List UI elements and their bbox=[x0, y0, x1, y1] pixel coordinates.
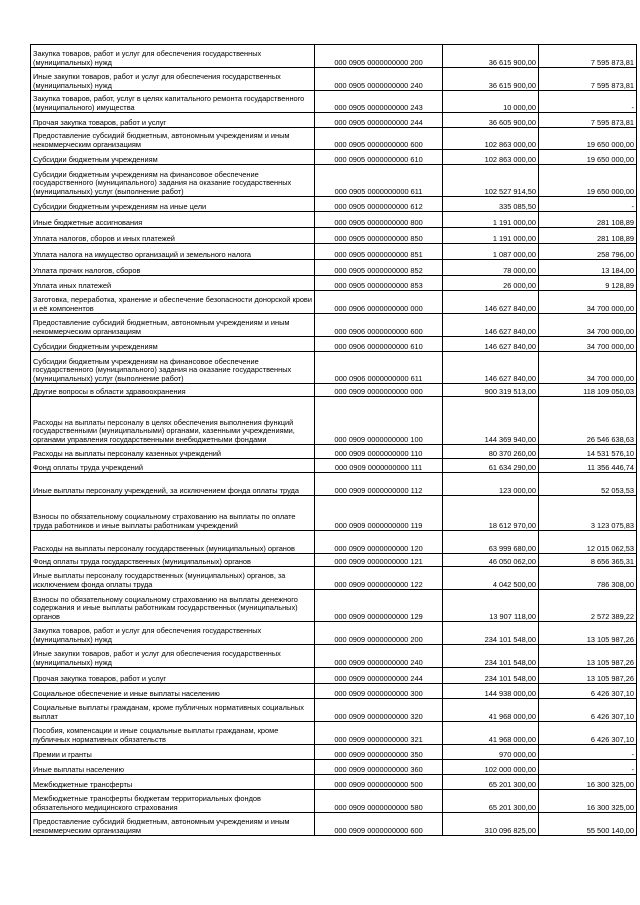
row-plan-cell: 146 627 840,00 bbox=[443, 352, 539, 384]
row-plan-cell: 335 085,50 bbox=[443, 197, 539, 212]
row-plan-cell: 4 042 500,00 bbox=[443, 567, 539, 590]
table-row bbox=[31, 276, 637, 291]
row-name-text: Уплата налогов, сборов и иных платежей bbox=[33, 233, 175, 243]
row-name-text: Премии и гранты bbox=[33, 749, 92, 759]
row-plan-cell: 65 201 300,00 bbox=[443, 775, 539, 790]
row-code-cell: 000 0906 0000000000 000 bbox=[315, 291, 443, 314]
row-name-text: Закупка товаров, работ и услуг для обеспечения государственных (муниципальных) нужд bbox=[33, 49, 262, 67]
table-row bbox=[31, 813, 637, 836]
row-plan-cell: 13 907 118,00 bbox=[443, 590, 539, 622]
row-code-cell: 000 0905 0000000000 612 bbox=[315, 197, 443, 212]
row-plan-cell: 61 634 290,00 bbox=[443, 459, 539, 473]
row-name-cell bbox=[31, 397, 315, 445]
row-code-cell: 000 0906 0000000000 600 bbox=[315, 314, 443, 337]
row-name-text: Предоставление субсидий бюджетным, автономным учреждениям и иным некоммерческим организациям bbox=[33, 817, 290, 835]
table-row bbox=[31, 68, 637, 91]
table-row bbox=[31, 352, 637, 384]
row-plan-cell: 234 101 548,00 bbox=[443, 622, 539, 645]
row-name-cell bbox=[31, 790, 315, 813]
table-row bbox=[31, 260, 637, 276]
row-plan-cell: 41 968 000,00 bbox=[443, 722, 539, 745]
row-fact-cell: 26 546 638,63 bbox=[539, 397, 637, 445]
table-row bbox=[31, 228, 637, 244]
table-row bbox=[31, 197, 637, 212]
row-name-cell bbox=[31, 760, 315, 775]
row-fact-cell: 11 356 446,74 bbox=[539, 459, 637, 473]
table-row bbox=[31, 590, 637, 622]
row-code-cell: 000 0905 0000000000 853 bbox=[315, 276, 443, 291]
row-plan-cell: 1 191 000,00 bbox=[443, 212, 539, 228]
row-code-cell: 000 0909 0000000000 360 bbox=[315, 760, 443, 775]
row-fact-cell: 7 595 873,81 bbox=[539, 113, 637, 128]
table-row bbox=[31, 150, 637, 165]
row-name-text: Иные закупки товаров, работ и услуг для обеспечения государственных (муниципальных) нужд bbox=[33, 649, 281, 667]
row-name-cell bbox=[31, 745, 315, 760]
row-fact-cell: - bbox=[539, 197, 637, 212]
row-name-cell bbox=[31, 684, 315, 699]
row-fact-cell: 34 700 000,00 bbox=[539, 291, 637, 314]
row-plan-cell: 146 627 840,00 bbox=[443, 291, 539, 314]
table-row bbox=[31, 397, 637, 445]
row-code-cell: 000 0909 0000000000 122 bbox=[315, 567, 443, 590]
table-row bbox=[31, 459, 637, 473]
row-name-text: Закупка товаров, работ, услуг в целях капитального ремонта государственного (муниципального) имущества bbox=[33, 94, 305, 112]
row-plan-cell: 46 050 062,00 bbox=[443, 554, 539, 567]
row-name-cell bbox=[31, 473, 315, 496]
row-name-text: Субсидии бюджетным учреждениям на финансовое обеспечение государственного (муниципального) задания на оказание государственных (муниципальных) услуг (выполнение работ) bbox=[33, 169, 292, 196]
row-plan-cell: 144 369 940,00 bbox=[443, 397, 539, 445]
row-name-cell bbox=[31, 91, 315, 113]
row-code-cell: 000 0909 0000000000 320 bbox=[315, 699, 443, 722]
row-name-cell bbox=[31, 352, 315, 384]
budget-table-body bbox=[31, 45, 637, 836]
table-row bbox=[31, 684, 637, 699]
row-plan-cell: 36 615 900,00 bbox=[443, 45, 539, 68]
row-fact-cell: 6 426 307,10 bbox=[539, 722, 637, 745]
row-fact-cell: 118 109 050,03 bbox=[539, 384, 637, 397]
row-name-text: Социальное обеспечение и иные выплаты населению bbox=[33, 688, 220, 698]
row-code-cell: 000 0905 0000000000 851 bbox=[315, 244, 443, 260]
table-row bbox=[31, 622, 637, 645]
row-name-cell bbox=[31, 445, 315, 459]
table-row bbox=[31, 244, 637, 260]
row-plan-cell: 41 968 000,00 bbox=[443, 699, 539, 722]
row-code-cell: 000 0905 0000000000 243 bbox=[315, 91, 443, 113]
row-code-cell: 000 0909 0000000000 240 bbox=[315, 645, 443, 668]
row-fact-cell: 19 650 000,00 bbox=[539, 150, 637, 165]
row-plan-cell: 102 527 914,50 bbox=[443, 165, 539, 197]
row-name-text: Межбюджетные трансферты бюджетам территориальных фондов обязательного медицинского страхования bbox=[33, 794, 261, 812]
row-fact-cell: - bbox=[539, 760, 637, 775]
row-name-cell bbox=[31, 197, 315, 212]
row-code-cell: 000 0909 0000000000 500 bbox=[315, 775, 443, 790]
row-name-text: Иные закупки товаров, работ и услуг для обеспечения государственных (муниципальных) нужд bbox=[33, 72, 281, 90]
row-plan-cell: 234 101 548,00 bbox=[443, 668, 539, 684]
row-name-text: Иные выплаты персоналу учреждений, за исключением фонда оплаты труда bbox=[33, 485, 299, 495]
row-plan-cell: 10 000,00 bbox=[443, 91, 539, 113]
table-row bbox=[31, 291, 637, 314]
row-code-cell: 000 0909 0000000000 321 bbox=[315, 722, 443, 745]
row-code-cell: 000 0906 0000000000 610 bbox=[315, 337, 443, 352]
row-name-text: Взносы по обязательному социальному страхованию на выплаты денежного содержания и иные выплаты работникам государственных (муниципальных) органов bbox=[33, 594, 298, 621]
row-plan-cell: 310 096 825,00 bbox=[443, 813, 539, 836]
row-name-text: Расходы на выплаты персоналу государственных (муниципальных) органов bbox=[33, 543, 295, 553]
row-plan-cell: 144 938 000,00 bbox=[443, 684, 539, 699]
row-fact-cell: 55 500 140,00 bbox=[539, 813, 637, 836]
row-name-text: Иные выплаты персоналу государственных (муниципальных) органов, за исключением фонда оплаты труда bbox=[33, 571, 286, 589]
table-row bbox=[31, 745, 637, 760]
row-name-cell bbox=[31, 531, 315, 554]
row-name-text: Субсидии бюджетным учреждениям bbox=[33, 341, 158, 351]
row-fact-cell: 34 700 000,00 bbox=[539, 337, 637, 352]
row-plan-cell: 36 615 900,00 bbox=[443, 68, 539, 91]
row-code-cell: 000 0909 0000000000 244 bbox=[315, 668, 443, 684]
table-row bbox=[31, 384, 637, 397]
row-name-cell bbox=[31, 496, 315, 531]
row-code-cell: 000 0905 0000000000 850 bbox=[315, 228, 443, 244]
table-row bbox=[31, 113, 637, 128]
row-fact-cell: - bbox=[539, 745, 637, 760]
row-name-text: Прочая закупка товаров, работ и услуг bbox=[33, 117, 167, 127]
row-code-cell: 000 0909 0000000000 350 bbox=[315, 745, 443, 760]
row-plan-cell: 26 000,00 bbox=[443, 276, 539, 291]
row-name-cell bbox=[31, 260, 315, 276]
row-code-cell: 000 0905 0000000000 240 bbox=[315, 68, 443, 91]
row-code-cell: 000 0909 0000000000 200 bbox=[315, 622, 443, 645]
row-name-cell bbox=[31, 384, 315, 397]
row-name-text: Социальные выплаты гражданам, кроме публичных нормативных социальных выплат bbox=[33, 703, 304, 721]
row-fact-cell: 281 108,89 bbox=[539, 228, 637, 244]
row-name-text: Фонд оплаты труда учреждений bbox=[33, 462, 144, 472]
row-fact-cell: 786 308,00 bbox=[539, 567, 637, 590]
table-row bbox=[31, 567, 637, 590]
row-fact-cell: 16 300 325,00 bbox=[539, 775, 637, 790]
row-fact-cell: 7 595 873,81 bbox=[539, 45, 637, 68]
row-name-text: Фонд оплаты труда государственных (муниципальных) органов bbox=[33, 556, 251, 566]
row-fact-cell: 19 650 000,00 bbox=[539, 128, 637, 150]
row-name-cell bbox=[31, 165, 315, 197]
row-fact-cell: 52 053,53 bbox=[539, 473, 637, 496]
table-row bbox=[31, 128, 637, 150]
table-row bbox=[31, 165, 637, 197]
row-name-text: Иные бюджетные ассигнования bbox=[33, 217, 143, 227]
row-code-cell: 000 0905 0000000000 200 bbox=[315, 45, 443, 68]
row-code-cell: 000 0909 0000000000 580 bbox=[315, 790, 443, 813]
table-row bbox=[31, 496, 637, 531]
row-fact-cell: 14 531 576,10 bbox=[539, 445, 637, 459]
row-plan-cell: 146 627 840,00 bbox=[443, 337, 539, 352]
row-plan-cell: 63 999 680,00 bbox=[443, 531, 539, 554]
table-row bbox=[31, 445, 637, 459]
row-name-cell bbox=[31, 622, 315, 645]
row-name-text: Другие вопросы в области здравоохранения bbox=[33, 386, 186, 396]
table-row bbox=[31, 722, 637, 745]
row-fact-cell: 2 572 389,22 bbox=[539, 590, 637, 622]
row-name-text: Уплата прочих налогов, сборов bbox=[33, 265, 141, 275]
row-fact-cell: 7 595 873,81 bbox=[539, 68, 637, 91]
table-row bbox=[31, 554, 637, 567]
row-name-text: Иные выплаты населению bbox=[33, 764, 125, 774]
row-plan-cell: 102 863 000,00 bbox=[443, 128, 539, 150]
table-row bbox=[31, 775, 637, 790]
row-name-text: Субсидии бюджетным учреждениям bbox=[33, 154, 158, 164]
row-code-cell: 000 0905 0000000000 244 bbox=[315, 113, 443, 128]
row-name-text: Уплата налога на имущество организаций и земельного налога bbox=[33, 249, 251, 259]
row-plan-cell: 900 319 513,00 bbox=[443, 384, 539, 397]
table-row bbox=[31, 699, 637, 722]
table-row bbox=[31, 91, 637, 113]
row-fact-cell: 13 105 987,26 bbox=[539, 645, 637, 668]
row-plan-cell: 102 863 000,00 bbox=[443, 150, 539, 165]
row-plan-cell: 18 612 970,00 bbox=[443, 496, 539, 531]
row-name-cell bbox=[31, 813, 315, 836]
row-name-cell bbox=[31, 45, 315, 68]
row-name-cell bbox=[31, 113, 315, 128]
row-name-cell bbox=[31, 68, 315, 91]
table-row bbox=[31, 45, 637, 68]
row-name-text: Закупка товаров, работ и услуг для обеспечения государственных (муниципальных) нужд bbox=[33, 626, 262, 644]
row-name-text: Расходы на выплаты персоналу в целях обеспечения выполнения функций государственными (муниципальными) органами, казенными учреждениями, органами управления государственными внебюджетными фондами bbox=[33, 417, 295, 444]
budget-table bbox=[30, 44, 637, 836]
row-code-cell: 000 0905 0000000000 800 bbox=[315, 212, 443, 228]
row-fact-cell: - bbox=[539, 91, 637, 113]
row-name-text: Взносы по обязательному социальному страхованию на выплаты по оплате труда работников и иные выплаты работникам учреждений bbox=[33, 512, 296, 530]
table-row bbox=[31, 473, 637, 496]
row-name-cell bbox=[31, 128, 315, 150]
table-row bbox=[31, 337, 637, 352]
row-name-cell bbox=[31, 554, 315, 567]
table-row bbox=[31, 668, 637, 684]
row-plan-cell: 970 000,00 bbox=[443, 745, 539, 760]
row-code-cell: 000 0905 0000000000 610 bbox=[315, 150, 443, 165]
row-code-cell: 000 0909 0000000000 000 bbox=[315, 384, 443, 397]
row-plan-cell: 1 087 000,00 bbox=[443, 244, 539, 260]
table-row bbox=[31, 531, 637, 554]
row-fact-cell: 12 015 062,53 bbox=[539, 531, 637, 554]
row-fact-cell: 3 123 075,83 bbox=[539, 496, 637, 531]
row-name-cell bbox=[31, 668, 315, 684]
row-plan-cell: 234 101 548,00 bbox=[443, 645, 539, 668]
row-name-cell bbox=[31, 645, 315, 668]
row-name-cell bbox=[31, 276, 315, 291]
row-name-cell bbox=[31, 150, 315, 165]
row-name-cell bbox=[31, 291, 315, 314]
row-code-cell: 000 0909 0000000000 120 bbox=[315, 531, 443, 554]
row-name-text: Межбюджетные трансферты bbox=[33, 779, 133, 789]
row-code-cell: 000 0909 0000000000 110 bbox=[315, 445, 443, 459]
row-name-cell bbox=[31, 567, 315, 590]
row-fact-cell: 13 184,00 bbox=[539, 260, 637, 276]
row-fact-cell: 281 108,89 bbox=[539, 212, 637, 228]
row-fact-cell: 9 128,89 bbox=[539, 276, 637, 291]
row-code-cell: 000 0909 0000000000 112 bbox=[315, 473, 443, 496]
row-code-cell: 000 0909 0000000000 300 bbox=[315, 684, 443, 699]
row-code-cell: 000 0909 0000000000 111 bbox=[315, 459, 443, 473]
row-name-cell bbox=[31, 775, 315, 790]
row-name-text: Уплата иных платежей bbox=[33, 280, 112, 290]
row-name-text: Предоставление субсидий бюджетным, автономным учреждениям и иным некоммерческим организациям bbox=[33, 131, 290, 149]
row-name-cell bbox=[31, 212, 315, 228]
row-name-text: Расходы на выплаты персоналу казенных учреждений bbox=[33, 448, 222, 458]
row-name-cell bbox=[31, 699, 315, 722]
row-fact-cell: 19 650 000,00 bbox=[539, 165, 637, 197]
row-fact-cell: 16 300 325,00 bbox=[539, 790, 637, 813]
row-code-cell: 000 0905 0000000000 600 bbox=[315, 128, 443, 150]
row-code-cell: 000 0909 0000000000 129 bbox=[315, 590, 443, 622]
row-fact-cell: 6 426 307,10 bbox=[539, 684, 637, 699]
row-plan-cell: 65 201 300,00 bbox=[443, 790, 539, 813]
row-name-cell bbox=[31, 228, 315, 244]
row-fact-cell: 34 700 000,00 bbox=[539, 352, 637, 384]
row-code-cell: 000 0909 0000000000 121 bbox=[315, 554, 443, 567]
row-name-cell bbox=[31, 459, 315, 473]
row-fact-cell: 13 105 987,26 bbox=[539, 668, 637, 684]
row-fact-cell: 8 656 365,31 bbox=[539, 554, 637, 567]
row-fact-cell: 13 105 987,26 bbox=[539, 622, 637, 645]
row-fact-cell: 6 426 307,10 bbox=[539, 699, 637, 722]
row-fact-cell: 34 700 000,00 bbox=[539, 314, 637, 337]
row-name-text: Прочая закупка товаров, работ и услуг bbox=[33, 673, 167, 683]
row-name-cell bbox=[31, 337, 315, 352]
row-name-cell bbox=[31, 314, 315, 337]
table-row bbox=[31, 645, 637, 668]
row-code-cell: 000 0909 0000000000 600 bbox=[315, 813, 443, 836]
table-row bbox=[31, 760, 637, 775]
row-code-cell: 000 0909 0000000000 119 bbox=[315, 496, 443, 531]
row-name-text: Субсидии бюджетным учреждениям на финансовое обеспечение государственного (муниципального) задания на оказание государственных (муниципальных) услуг (выполнение работ) bbox=[33, 356, 292, 383]
row-plan-cell: 102 000 000,00 bbox=[443, 760, 539, 775]
row-fact-cell: 258 796,00 bbox=[539, 244, 637, 260]
table-row bbox=[31, 212, 637, 228]
row-code-cell: 000 0909 0000000000 100 bbox=[315, 397, 443, 445]
row-plan-cell: 36 605 900,00 bbox=[443, 113, 539, 128]
row-name-text: Субсидии бюджетным учреждениям на иные цели bbox=[33, 201, 207, 211]
row-code-cell: 000 0905 0000000000 611 bbox=[315, 165, 443, 197]
row-name-cell bbox=[31, 722, 315, 745]
row-plan-cell: 123 000,00 bbox=[443, 473, 539, 496]
row-name-text: Заготовка, переработка, хранение и обеспечение безопасности донорской крови и её компонентов bbox=[33, 295, 312, 313]
row-name-cell bbox=[31, 590, 315, 622]
row-code-cell: 000 0905 0000000000 852 bbox=[315, 260, 443, 276]
table-row bbox=[31, 790, 637, 813]
row-plan-cell: 80 370 260,00 bbox=[443, 445, 539, 459]
table-row bbox=[31, 314, 637, 337]
row-plan-cell: 78 000,00 bbox=[443, 260, 539, 276]
row-name-cell bbox=[31, 244, 315, 260]
row-plan-cell: 1 191 000,00 bbox=[443, 228, 539, 244]
row-name-text: Пособия, компенсации и иные социальные выплаты гражданам, кроме публичных нормативных обязательств bbox=[33, 726, 279, 744]
row-code-cell: 000 0906 0000000000 611 bbox=[315, 352, 443, 384]
row-plan-cell: 146 627 840,00 bbox=[443, 314, 539, 337]
row-name-text: Предоставление субсидий бюджетным, автономным учреждениям и иным некоммерческим организациям bbox=[33, 318, 290, 336]
